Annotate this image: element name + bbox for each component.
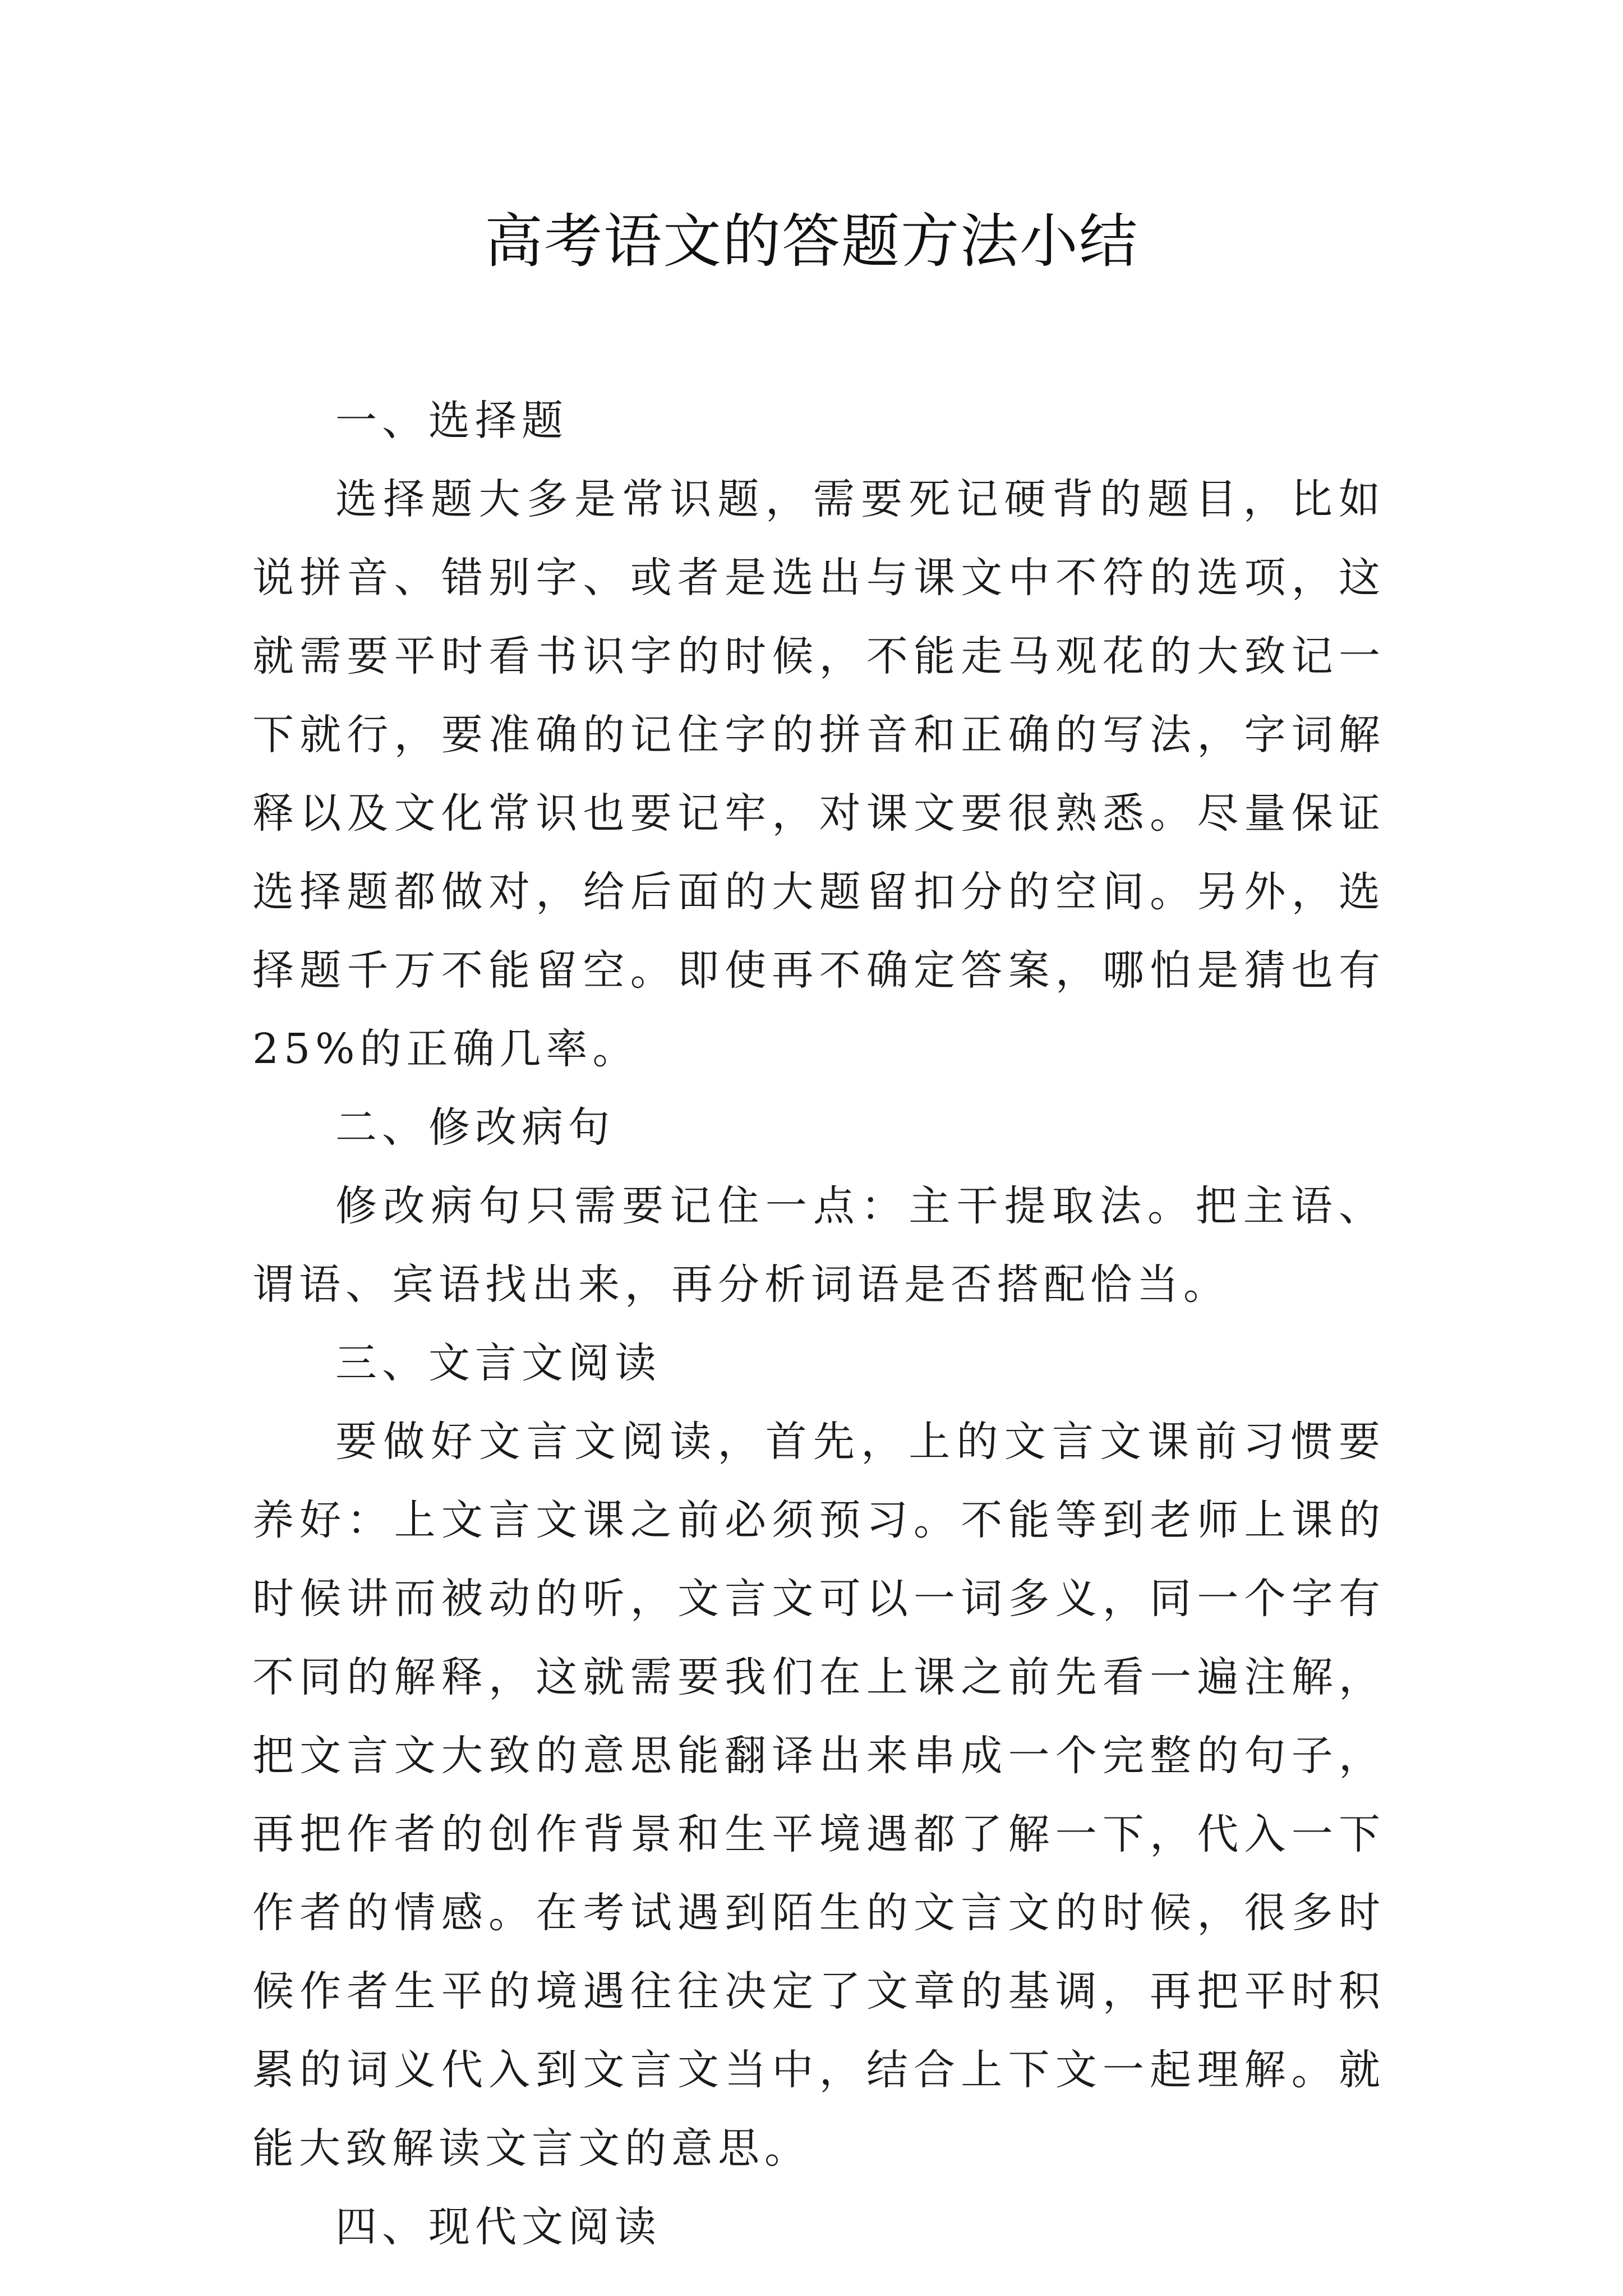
section-heading-4: 四、现代文阅读 xyxy=(335,2203,661,2251)
section-paragraph-2: 修改病句只需要记住一点：主干提取法。把主语、谓语、宾语找出来，再分析词语是否搭配恰当。 xyxy=(252,1182,1385,1309)
section-heading-3: 三、文言文阅读 xyxy=(335,1339,661,1387)
section-paragraph-1: 选择题大多是常识题，需要死记硬背的题目，比如说拼音、错别字、或者是选出与课文中不符的选项，这就需要平时看书识字的时候，不能走马观花的大致记一下就行，要准确的记住字的拼音和正确的写法，字词解释以及文化常识也要记牢，对课文要很熟悉。尽量保证选择题都做对，给后面的大题留扣分的空间。另外，选择题千万不能留空。即使再不确定答案，哪怕是猜也有 25%的正确几率。 xyxy=(252,475,1385,1073)
document-body xyxy=(252,381,1385,2266)
document-title: 高考语文的答题方法小结 xyxy=(484,207,1138,275)
section-heading-1: 一、选择题 xyxy=(335,397,568,445)
section-paragraph-3: 要做好文言文阅读，首先，上的文言文课前习惯要养好：上文言文课之前必须预习。不能等到老师上课的时候讲而被动的听，文言文可以一词多义，同一个字有不同的解释，这就需要我们在上课之前先看一遍注解，把文言文大致的意思能翻译出来串成一个完整的句子，再把作者的创作背景和生平境遇都了解一下，代入一下作者的情感。在考试遇到陌生的文言文的时候，很多时候作者生平的境遇往往决定了文章的基调，再把平时积累的词义代入到文言文当中，结合上下文一起理解。就能大致解读文言文的意思。 xyxy=(252,1418,1385,2173)
section-heading-2: 二、修改病句 xyxy=(335,1103,615,1152)
